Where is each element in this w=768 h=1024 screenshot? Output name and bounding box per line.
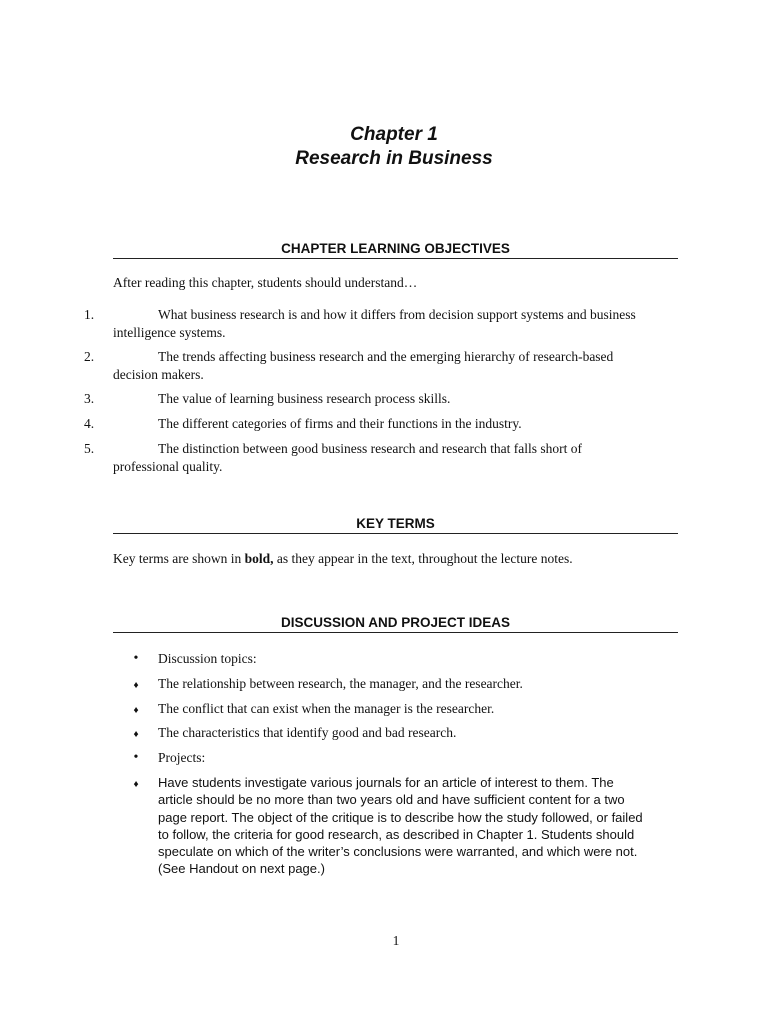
objective-number: 4. bbox=[84, 416, 95, 431]
key-terms-heading: KEY TERMS bbox=[356, 516, 435, 531]
discussion-divider bbox=[113, 632, 678, 633]
objectives-divider bbox=[113, 258, 678, 259]
page-number: 1 bbox=[392, 933, 400, 948]
objective-number: 1. bbox=[84, 307, 95, 322]
bullet-diamond-icon: ♦ bbox=[133, 705, 139, 716]
discussion-item-text: The relationship between research, the manager, and the researcher. bbox=[158, 676, 523, 691]
objective-text: The distinction between good business research and research that falls short of professional quality. bbox=[113, 441, 582, 474]
discussion-item bbox=[130, 774, 650, 878]
bullet-diamond-icon: ♦ bbox=[133, 729, 139, 740]
key-terms-divider bbox=[113, 533, 678, 534]
bullet-diamond-icon: ♦ bbox=[133, 680, 139, 691]
objective-number: 2. bbox=[84, 349, 95, 364]
bullet-dot-icon: • bbox=[133, 750, 139, 765]
discussion-item bbox=[130, 675, 650, 693]
discussion-heading: DISCUSSION AND PROJECT IDEAS bbox=[280, 615, 511, 630]
objective-number: 3. bbox=[84, 391, 95, 406]
discussion-item-text: The conflict that can exist when the manager is the researcher. bbox=[158, 701, 495, 716]
objectives-intro: After reading this chapter, students should understand… bbox=[113, 275, 418, 290]
bullet-dot-icon: • bbox=[133, 651, 139, 666]
discussion-item-text: Discussion topics: bbox=[158, 651, 257, 666]
objectives-heading: CHAPTER LEARNING OBJECTIVES bbox=[281, 241, 510, 256]
objective-item bbox=[84, 306, 644, 341]
key-terms-bold-word: bold, bbox=[244, 551, 274, 566]
objective-text: The trends affecting business research and the emerging hierarchy of research-based decision makers. bbox=[113, 349, 614, 382]
discussion-item-text: The characteristics that identify good and bad research. bbox=[158, 725, 457, 740]
key-terms-text-after: as they appear in the text, throughout the lecture notes. bbox=[273, 551, 573, 566]
objective-number: 5. bbox=[84, 441, 95, 456]
discussion-item bbox=[130, 724, 650, 742]
objective-item bbox=[84, 390, 644, 408]
bullet-diamond-icon: ♦ bbox=[133, 779, 139, 790]
key-terms-text-before: Key terms are shown in bbox=[113, 551, 245, 566]
objective-item bbox=[84, 348, 644, 383]
discussion-item-text: Projects: bbox=[158, 750, 206, 765]
objective-item bbox=[84, 415, 644, 433]
chapter-title: Research in Business bbox=[295, 148, 493, 169]
objective-text: The different categories of firms and their functions in the industry. bbox=[158, 416, 522, 431]
objective-text: The value of learning business research process skills. bbox=[158, 391, 451, 406]
discussion-item bbox=[130, 749, 650, 767]
key-terms-text bbox=[113, 550, 673, 568]
discussion-item bbox=[130, 650, 650, 668]
objective-text: What business research is and how it differs from decision support systems and business intelligence systems. bbox=[113, 307, 636, 340]
discussion-item bbox=[130, 700, 650, 718]
chapter-number: Chapter 1 bbox=[350, 124, 438, 145]
objective-item bbox=[84, 440, 644, 475]
discussion-item-text: Have students investigate various journals for an article of interest to them. The article should be no more than two years old and have sufficient content for a two page report. The object of the critique is to describe how the study followed, or failed to follow, the criteria for good research, as described in Chapter 1. Students should speculate on which of the writer’s conclusions were warranted, and which were not. (See Handout on next page.) bbox=[158, 775, 643, 877]
